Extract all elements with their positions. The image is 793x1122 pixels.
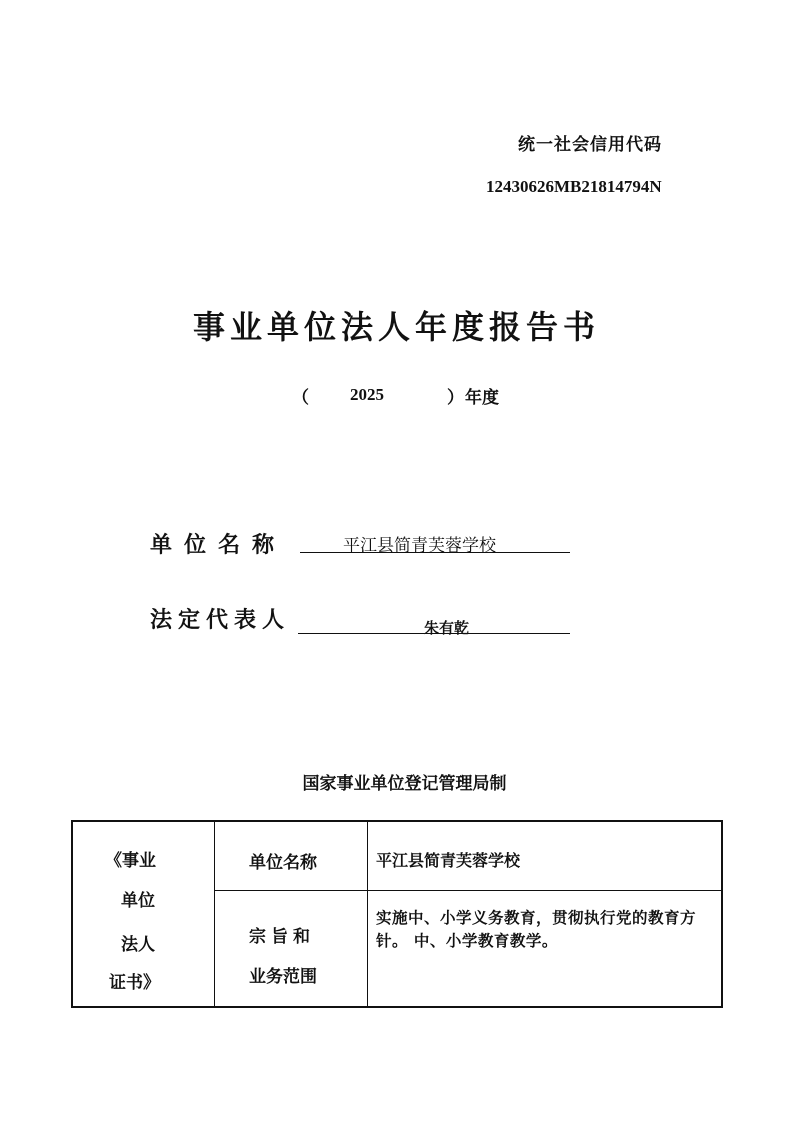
unit-name-header: 单位名称 (249, 853, 317, 873)
unit-name-label: 单位名称 (150, 533, 287, 558)
book-title-line-3: 法人 (121, 935, 155, 955)
credit-code-label: 统一社会信用代码 (518, 135, 662, 155)
report-year: 2025 (350, 385, 384, 404)
unit-name-cell: 平江县简青芙蓉学校 (376, 851, 521, 870)
issuer-line: 国家事业单位登记管理局制 (302, 774, 507, 794)
credit-code-value: 12430626MB21814794N (486, 177, 662, 196)
scope-header-line-1: 宗旨和 (249, 927, 315, 947)
book-title-line-2: 单位 (121, 891, 155, 911)
year-paren-close: ） (447, 388, 464, 408)
certificate-table (71, 820, 723, 1008)
book-title-line-4: 证书》 (109, 973, 160, 993)
legal-representative-label (150, 603, 290, 634)
scope-header-line-2: 业务范围 (249, 967, 317, 987)
table-divider-vertical-2 (367, 822, 368, 1006)
book-title-line-1: 《事业 (105, 851, 156, 871)
year-paren-open: （ (292, 388, 309, 408)
year-suffix: 年度 (465, 388, 499, 408)
scope-cell: 实施中、小学义务教育，贯彻执行党的教育方针。 中、小学教育教学。 (376, 908, 697, 950)
table-divider-horizontal (214, 890, 721, 891)
unit-name-value: 平江县简青芙蓉学校 (343, 536, 496, 556)
legal-representative-value: 朱有乾 (424, 619, 470, 637)
document-title: 事业单位法人年度报告书 (192, 308, 600, 346)
table-divider-vertical-1 (214, 822, 215, 1006)
report-year-line (292, 383, 532, 409)
legal-rep-label-text: 法定代表人 (150, 608, 291, 633)
